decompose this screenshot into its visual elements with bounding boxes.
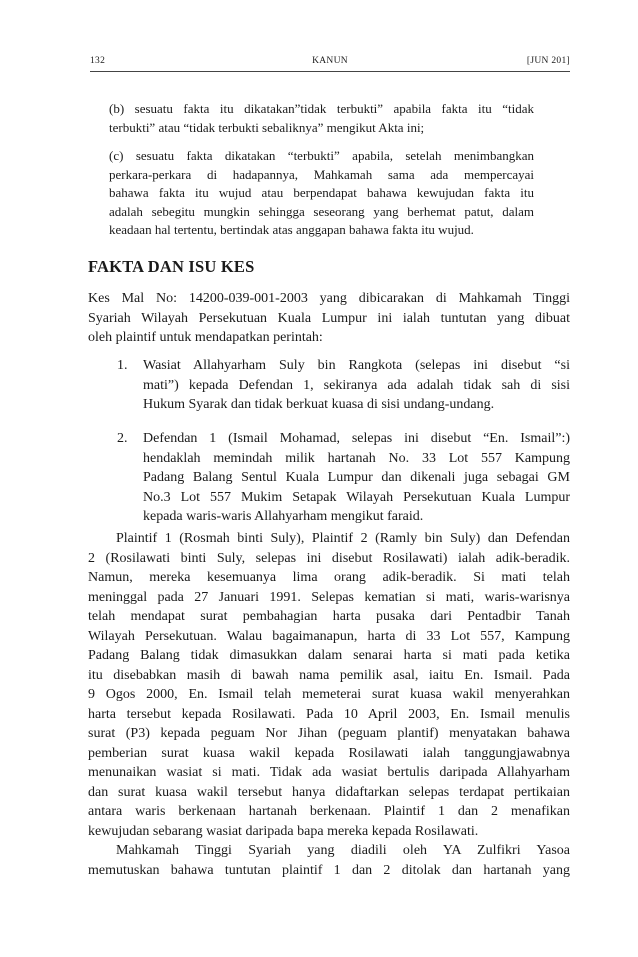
journal-title: KANUN [312,56,348,66]
text-line: Padang Balang Sentul Kuala Lumpur dan dikenali juga sebagai GM [143,470,570,485]
intro-paragraph [88,289,570,348]
text-line: itu disebabkan masih di bawah nama pemilik asal, iaitu En. Ismail. Pada [88,667,570,683]
list-number: 1. [117,358,128,373]
text-line: kepada waris-waris Allahyarham mengikut faraid. [143,509,424,524]
section-heading: FAKTA DAN ISU KES [88,257,255,276]
text-line: Plaintif 1 (Rosmah binti Suly), Plaintif 2 (Ramly bin Suly) dan Defendan [116,531,570,546]
running-header [90,56,570,72]
text-line: meninggal pada 27 Januari 1991. Selepas kematian si mati, waris-warisnya [88,589,570,605]
text-line: Kes Mal No: 14200-039-001-2003 yang dibicarakan di Mahkamah Tinggi [88,291,570,306]
text-line: memutuskan bahawa tuntutan plaintif 1 dan 2 ditolak dan hartanah yang [88,862,570,878]
text-line: (b) sesuatu fakta itu dikatakan”tidak terbukti” apabila fakta itu “tidak [109,101,534,116]
text-line: dan surat kuasa wakil tersebut hanya didaftarkan selepas terdapat pertikaian [88,784,570,800]
text-line: Defendan 1 (Ismail Mohamad, selepas ini disebut “En. Ismail”:) [143,431,570,446]
text-line: 9 Ogos 2000, En. Ismail telah memeterai surat kuasa wakil menyerahkan [88,687,570,702]
text-line: Wasiat Allahyarham Suly bin Rangkota (selepas ini disebut “si [143,358,570,373]
text-line: surat (P3) kepada peguam Nor Jihan (peguam plantif) menyatakan bahawa [88,726,570,741]
text-line: keadaan hal tertentu, bertindak atas anggapan bahawa fakta itu wujud. [109,222,474,237]
quote-clause-b [109,100,534,137]
text-line: Syariah Wilayah Persekutuan Kuala Lumpur ini ialah tuntutan yang dibuat [88,310,570,326]
quote-clause-c [109,147,534,240]
text-line: 2 (Rosilawati binti Suly, selepas ini disebut Rosilawati) ialah adik-beradik. [88,550,570,566]
text-line: telah mendapat surat pembahagian harta pusaka dari Pentadbir Tanah [88,609,570,624]
text-line: harta tersebut kepada Rosilawati. Pada 10 April 2003, En. Ismail menulis [88,706,570,722]
text-line: Hukum Syarak dan tidak berkuat kuasa di sisi undang-undang. [143,397,495,412]
text-line: Padang Balang tidak dimasukkan dalam senarai harta si mati pada ketika [88,648,570,663]
text-line: oleh plaintif untuk mendapatkan perintah: [88,330,323,345]
text-line: kewujudan sebarang wasiat daripada bapa mereka kepada Rosilawati. [88,823,479,839]
text-line: Mahkamah Tinggi Syariah yang diadili oleh YA Zulfikri Yasoa [116,843,570,858]
text-line: adalah sebegitu mungkin sehingga seseorang yang berhemat patut, dalam [109,203,534,219]
body-paragraph-1 [88,529,570,841]
body-paragraph-2 [88,841,570,880]
text-line: mati”) kepada Defendan 1, sekiranya ada adalah tidak sah di sisi [143,377,570,393]
header-rule [90,71,570,72]
text-line: Namun, mereka kesemuanya lima orang adik-beradik. Si mati telah [88,570,570,585]
text-line: menunaikan wasiat si mati. Tidak ada wasiat bertulis daripada Allahyarham [88,765,570,780]
page-number: 132 [90,56,106,66]
text-line: terbukti” atau “tidak terbukti sebaliknya” mengikut Akta ini; [109,119,425,135]
text-line: perkara-perkara di hadapannya, Mahkamah sama ada mempercayai [109,166,534,182]
text-line: Wilayah Persekutuan. Walau bagaimanapun, harta di 33 Lot 557, Kampung [88,628,570,644]
text-line: No.3 Lot 557 Mukim Setapak Wilayah Persekutuan Kuala Lumpur [143,489,570,505]
text-line: pemberian surat kuasa wakil kepada Rosilawati ialah tanggungjawabnya [88,745,570,761]
text-line: antara waris berkenaan hartanah berkenaan. Plaintif 1 dan 2 menafikan [88,804,570,819]
text-line: bahawa fakta itu wujud atau berpendapat bahawa kewujudan fakta itu [109,185,534,200]
list-number: 2. [117,431,128,446]
issue-date: [JUN 201] [526,56,570,66]
text-line: hendaklah memindah milik hartanah No. 33 Lot 557 Kampung [143,450,570,466]
text-line: (c) sesuatu fakta dikatakan “terbukti” apabila, setelah menimbangkan [109,148,534,163]
